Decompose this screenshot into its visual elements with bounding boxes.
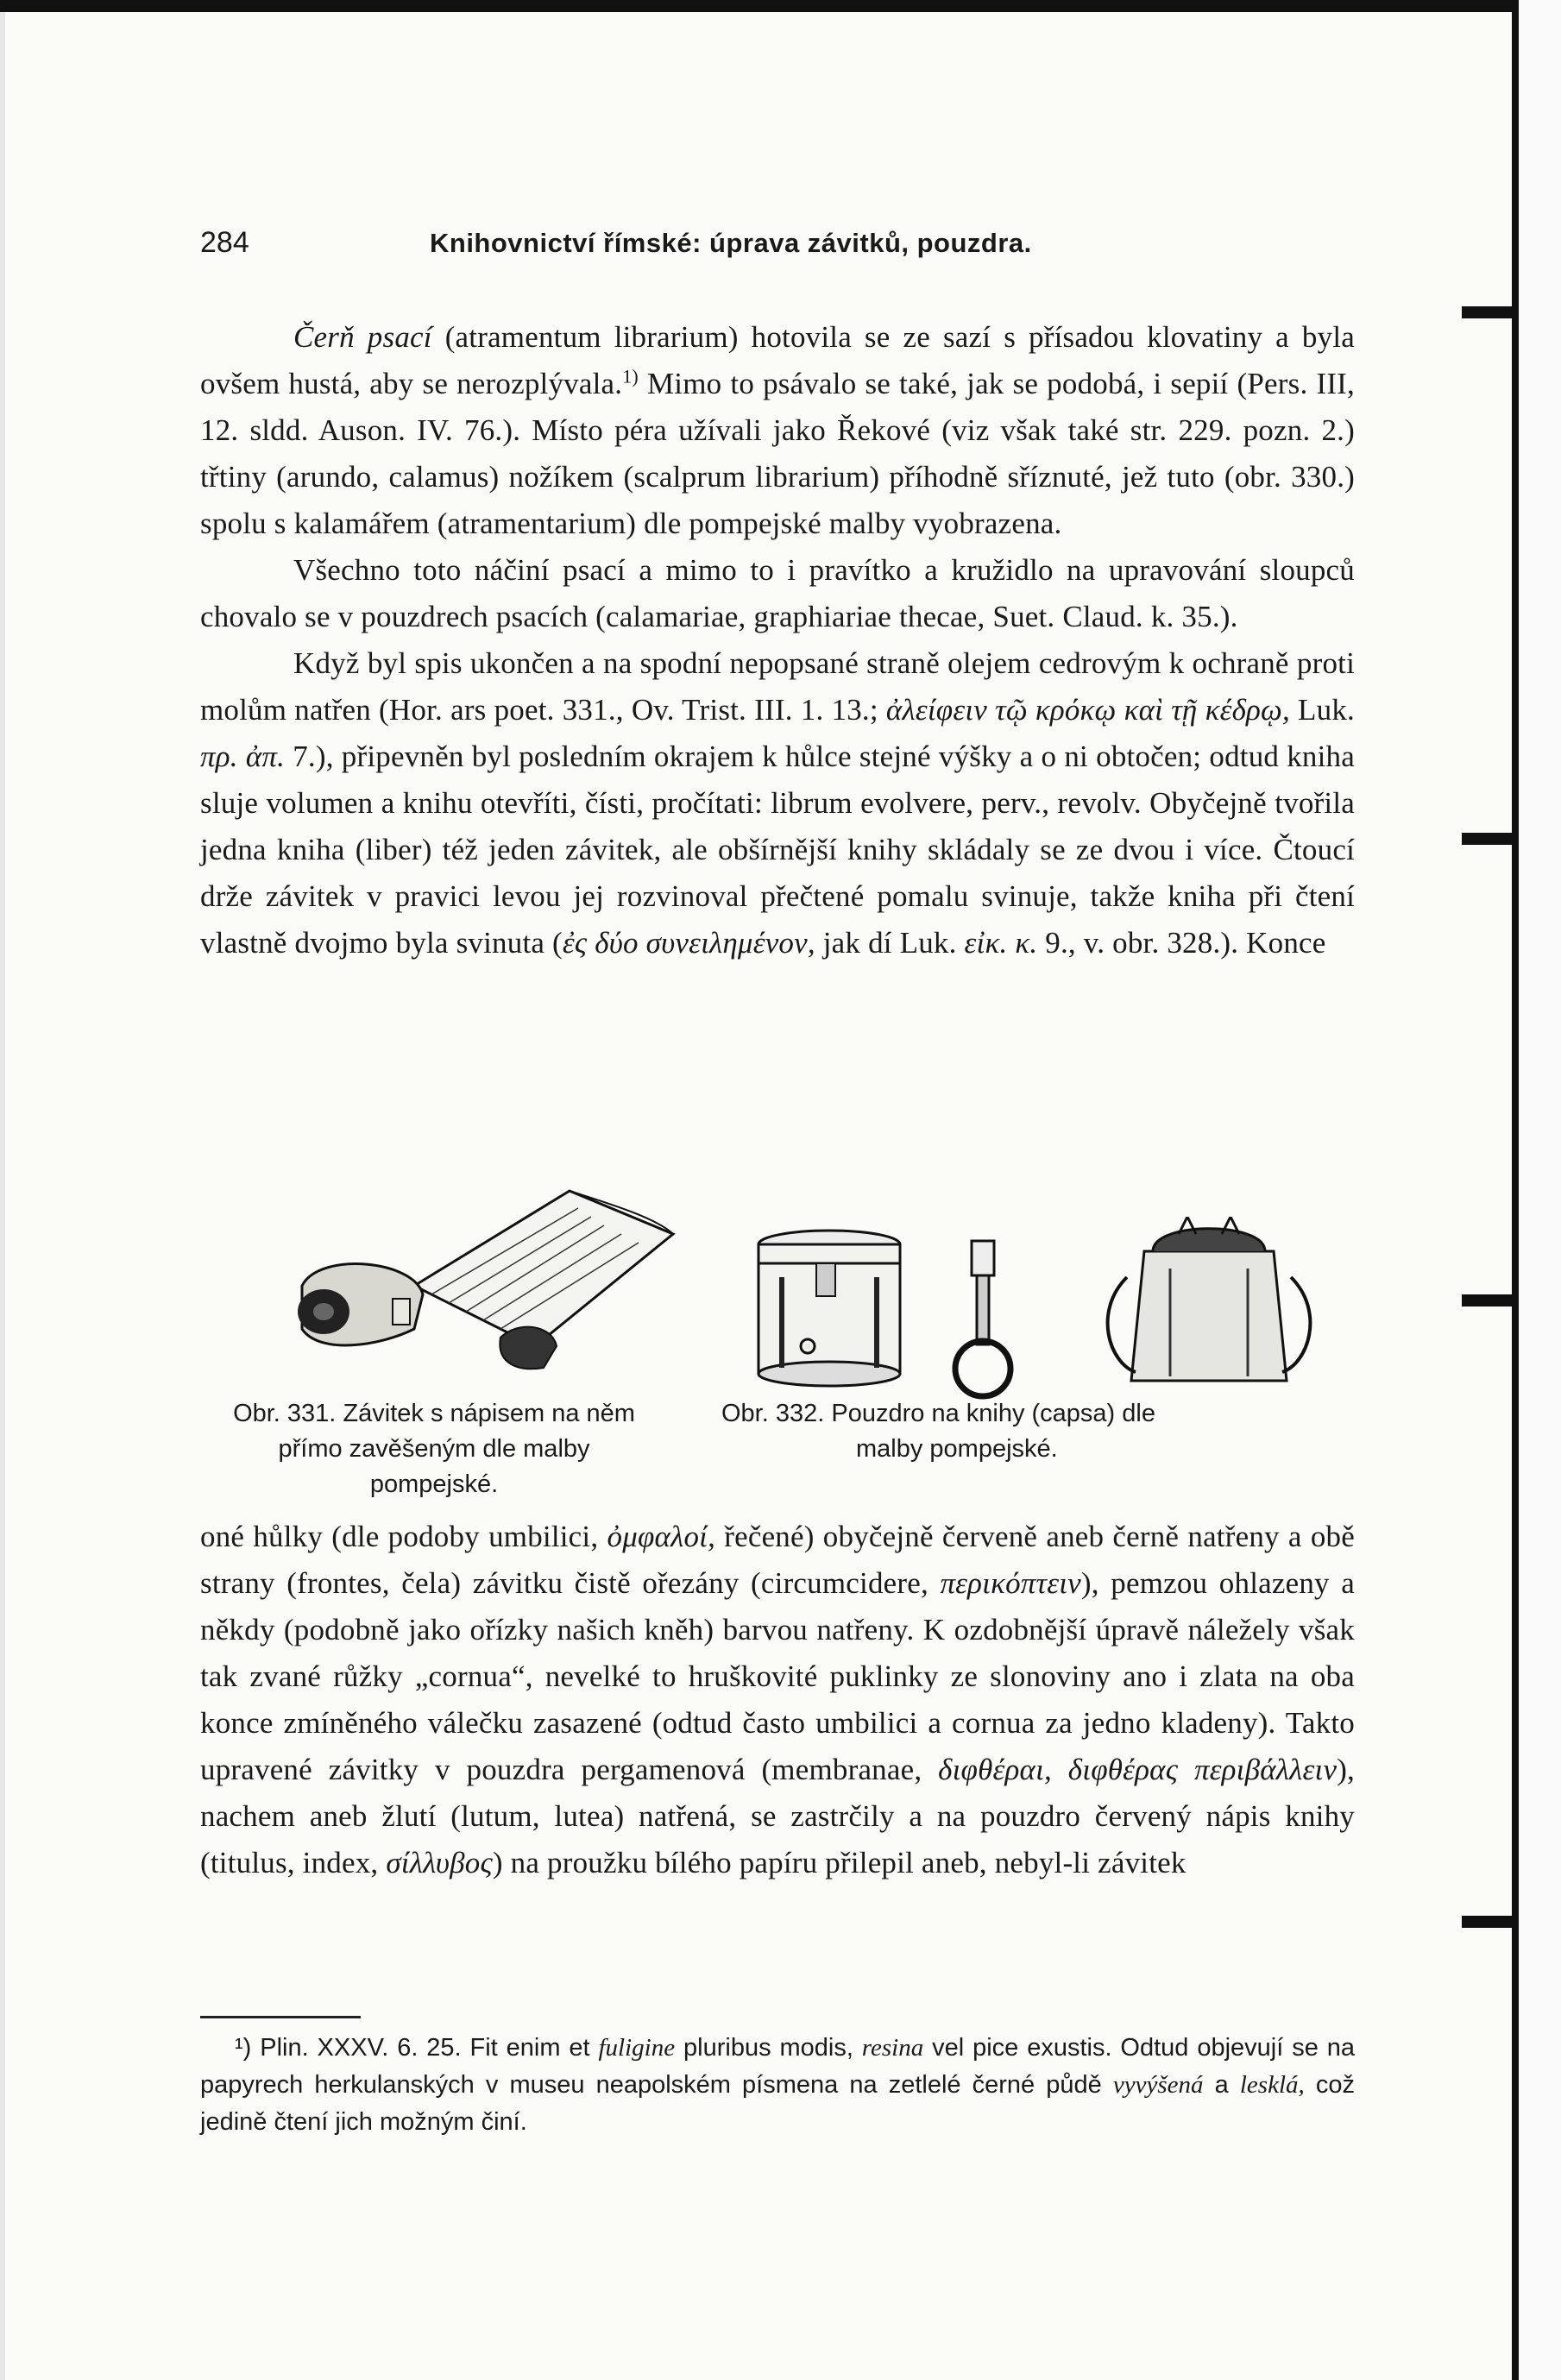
body-text-top xyxy=(200,314,1355,966)
figure-label: Obr. 332. xyxy=(721,1400,825,1427)
capsa-drawing xyxy=(747,1225,911,1389)
paragraph xyxy=(200,640,1355,966)
body-text-bottom xyxy=(200,1514,1355,1886)
scan-left-edge xyxy=(0,0,5,2380)
footnote-text: pluribus modis, xyxy=(675,2034,862,2062)
figure-caption-line xyxy=(721,1396,1325,1432)
paragraph-text: ) na proužku bílého papíru přilepil aneb, nebyl-li závitek xyxy=(492,1846,1186,1879)
figure-caption-text: Pouzdro na knihy (capsa) dle xyxy=(831,1400,1155,1427)
paragraph-text: 9., v. obr. 328.). Konce xyxy=(1037,926,1326,960)
paragraph-text: (atramentum librarium) hotovila se ze sazí s přísadou klovatiny a byla ovšem hustá, aby se nerozplývala. xyxy=(200,320,1355,400)
paragraph-text: Když byl spis ukončen a na spodní nepopsané straně olejem cedrovým k ochraně proti molům natřen (Hor. ars poet. 331., Ov. Trist. III. 1. 13.; xyxy=(200,646,1355,727)
footnote-text: což jedině čtení jich možným činí. xyxy=(200,2071,1356,2136)
italic-lead: Čerň psací xyxy=(293,320,432,354)
greek-phrase: διφθέραι, διφθέρας περιβάλλειν xyxy=(938,1753,1338,1786)
footnote-italic: fuligine xyxy=(598,2034,676,2062)
capsa-box-illustration xyxy=(747,1225,911,1389)
paragraph-text: Luk. xyxy=(1289,693,1355,727)
footnote-rule xyxy=(200,2016,361,2018)
footnote-text: Plin. XXXV. 6. 25. Fit enim et xyxy=(251,2034,599,2062)
greek-phrase: πρ. ἀπ. xyxy=(200,740,286,773)
bag-drawing xyxy=(1101,1217,1317,1398)
paragraph-text: Mimo to psávalo se také, jak se podobá, i sepií (Pers. III, 12. sldd. Auson. IV. 76.). Místo péra užívali jako Řekové (viz však také str. 229. pozn. 2.) třtiny (arundo, calamus) nožíkem (scalprum librarium) příhodně sříznuté, jež tuto (obr. 330.) spolu s kalamářem (atramentarium) dle pompejské malby vyobrazena. xyxy=(200,367,1355,540)
scan-top-edge xyxy=(0,0,1561,12)
paragraph-text: řečené) obyčejně červeně aneb černě natřeny a obě strany (frontes, čela) závitku čistě ořezány (circumcidere, xyxy=(200,1520,1355,1600)
footnote-italic: vyvýšená xyxy=(1112,2071,1204,2099)
footnote xyxy=(200,2030,1355,2141)
footnote-text: vel pice exustis. Odtud objevují se na papyrech herkulanských v museu neapolském písmena na zetlelé černé půdě xyxy=(200,2034,1355,2099)
scan-edge-tab xyxy=(1462,306,1519,318)
greek-phrase: περικόπτειν xyxy=(940,1566,1081,1600)
key-illustration xyxy=(937,1232,1032,1405)
greek-phrase: σίλλυβος xyxy=(386,1846,493,1879)
footnote-paragraph xyxy=(200,2030,1355,2141)
scan-edge-tab xyxy=(1462,1916,1519,1928)
paragraph xyxy=(200,314,1355,547)
running-title: Knihovnictví římské: úprava závitků, pouzdra. xyxy=(430,228,1032,258)
paragraph-text: ), pemzou ohlazeny a někdy (podobně jako ořízky našich kněh) barvou natřeny. K ozdobnější úpravě náležely však tak zvané růžky „cornua“, nevelké to hruškovité puklinky ze slonoviny ano i zlata na oba konce zmíněného válečku zasazené (odtud často umbilici a cornua za jedno kladeny). Takto upravené závitky v pouzdra pergamenová (membranae, xyxy=(200,1566,1355,1786)
scroll-illustration xyxy=(285,1182,682,1372)
scan-edge-tab xyxy=(1462,833,1519,845)
footnote-italic: resina xyxy=(861,2034,924,2062)
figure-caption-text: Závitek s nápisem na něm přímo zavěšeným dle malby pompejské. xyxy=(278,1400,635,1498)
figure-331-caption xyxy=(214,1396,654,1502)
greek-phrase: ἀλείφειν τῷ κρόκῳ καὶ τῇ κέδρῳ, xyxy=(885,693,1290,727)
scroll-drawing xyxy=(285,1182,682,1372)
greek-phrase: ὀμφαλοί, xyxy=(607,1520,716,1553)
greek-phrase: εἰκ. κ. xyxy=(964,926,1038,960)
scan-edge-tab xyxy=(1462,1294,1519,1306)
paragraph-text: Všechno toto náčiní psací a mimo to i pravítko a kružidlo na upravování sloupců chovalo se v pouzdrech psacích (calamariae, graphiariae thecae, Suet. Claud. k. 35.). xyxy=(200,553,1355,633)
scan-right-margin xyxy=(1519,0,1561,2380)
bag-illustration xyxy=(1101,1217,1317,1398)
page-number: 284 xyxy=(200,226,249,259)
scan-right-edge xyxy=(1512,0,1519,2380)
footnote-marker: ¹) xyxy=(235,2034,252,2062)
paragraph-text: jak dí Luk. xyxy=(815,926,965,960)
paragraph-text: oné hůlky (dle podoby umbilici, xyxy=(200,1520,607,1553)
footnote-italic: lesklá, xyxy=(1239,2071,1305,2099)
figure-332-caption xyxy=(721,1396,1325,1467)
paragraph-text: ), nachem aneb žlutí (lutum, lutea) natřená, se zastrčily a na pouzdro červený nápis knihy (titulus, index, xyxy=(200,1753,1355,1879)
footnote-ref: 1) xyxy=(622,365,639,387)
paragraph xyxy=(200,547,1355,640)
footnote-ref-number: 1 xyxy=(622,365,633,387)
paragraph xyxy=(200,1514,1355,1886)
figure-label: Obr. 331. xyxy=(233,1400,337,1427)
greek-phrase: ἐς δύο συνειλημένον, xyxy=(562,926,815,960)
figure-caption-line: malby pompejské. xyxy=(856,1435,1058,1463)
running-head xyxy=(200,226,1356,269)
paragraph-text: 7.), připevněn byl posledním okrajem k hůlce stejné výšky a o ni obtočen; odtud kniha sluje volumen a knihu otevříti, čísti, pročítati: librum evolvere, perv., revolv. Obyčejně tvořila jedna kniha (liber) též jeden závitek, ale obšírnější knihy skládaly se ze dvou i více. Čtoucí drže závitek v pravici levou jej rozvinoval přečtené pomalu svinuje, takže kniha při čtení vlastně dvojmo byla svinuta ( xyxy=(200,740,1355,960)
key-drawing xyxy=(937,1232,1032,1405)
footnote-text: a xyxy=(1203,2071,1240,2099)
